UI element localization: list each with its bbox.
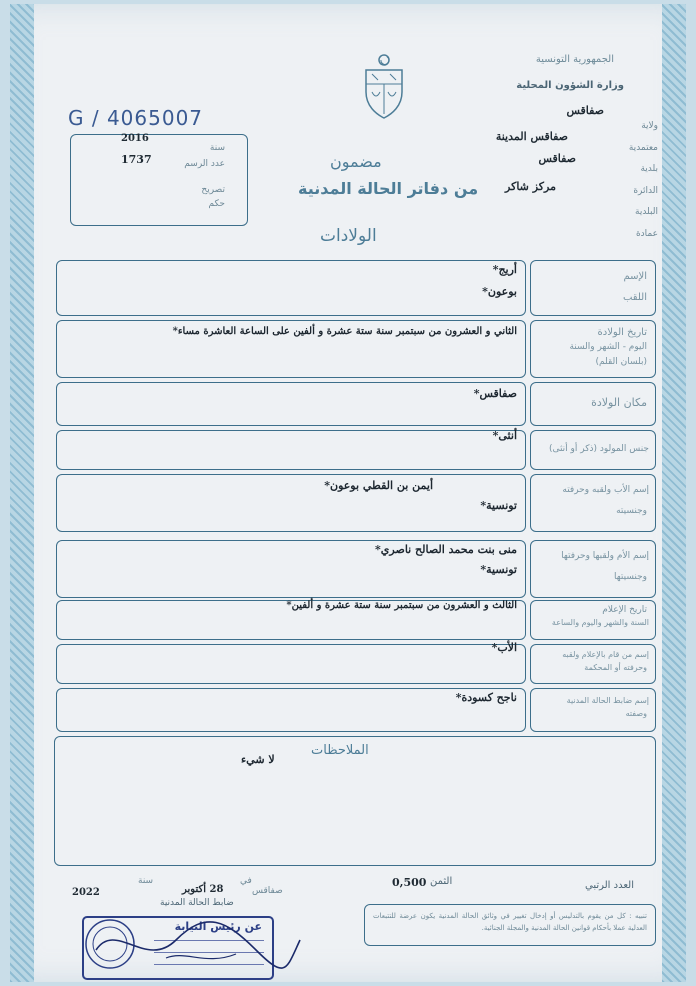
surname-label: اللقب bbox=[622, 292, 647, 303]
births-title: الولادات bbox=[320, 226, 377, 246]
father-name-value: أيمن بن القطي بوعون* bbox=[324, 479, 433, 492]
signature-scribble-icon bbox=[76, 910, 306, 980]
footer-year-label: سنة bbox=[138, 876, 154, 886]
legal-notice-box bbox=[364, 904, 656, 946]
footer-date-label: في bbox=[240, 876, 252, 886]
mother-label-box bbox=[530, 540, 656, 598]
sex-value: أنثى* bbox=[492, 429, 517, 442]
municipality-value: صفاقس bbox=[538, 152, 576, 165]
birth-date-value: الثاني و العشرون من سبتمبر سنة ستة عشرة و ألفين على الساعة العاشرة مساء* bbox=[172, 326, 517, 337]
father-value-box bbox=[56, 474, 526, 532]
remarks-title: الملاحظات bbox=[311, 743, 369, 758]
republic-label: الجمهورية التونسية bbox=[535, 54, 614, 65]
delegation-label: معتمدية bbox=[628, 142, 658, 153]
birth-place-label: مكان الولادة bbox=[591, 396, 647, 409]
extract-title: مضمون bbox=[330, 152, 382, 171]
officer-value-box bbox=[56, 688, 526, 732]
ministry-label: وزارة الشؤون المحلية bbox=[516, 80, 624, 91]
footer-year-value: 2022 bbox=[72, 887, 100, 898]
sex-value-box bbox=[56, 430, 526, 470]
header-field-labels bbox=[618, 116, 658, 245]
district-label: الدائرة البلدية bbox=[633, 185, 658, 217]
birth-date-sublabel: اليوم - الشهر والسنة bbox=[569, 342, 647, 352]
declaration-date-label-box bbox=[530, 600, 656, 640]
wilaya-label: ولاية bbox=[641, 121, 658, 131]
document-sheet bbox=[10, 4, 686, 982]
declarant-value-box bbox=[56, 641, 526, 684]
legal-notice-text: تنبيه : كل من يقوم بالتدليس أو إدخال تغيير في وثائق الحالة المدنية يكون عرضة للتتبعات العدلية عملا بأحكام قوانين الحالة المدنية والمجلة الجنائية. bbox=[373, 912, 647, 932]
birth-date-note: (بلسان القلم) bbox=[595, 357, 647, 367]
father-nationality-label: وجنسيته bbox=[616, 506, 647, 516]
first-name-value: أريج* bbox=[492, 263, 517, 276]
act-number-value: 1737 bbox=[121, 153, 152, 166]
ordinal-number-label: العدد الرتبي bbox=[584, 880, 634, 891]
officer-value: ناجح كسودة* bbox=[455, 691, 517, 704]
declaration-date-value: الثالث و العشرون من سبتمبر سنة ستة عشرة و ألفين* bbox=[286, 600, 517, 611]
father-nationality-value: تونسية* bbox=[480, 499, 517, 512]
surname-value: بوعون* bbox=[482, 285, 517, 298]
declaration-date-label: تاريخ الإعلام bbox=[602, 605, 647, 615]
officer-label-box bbox=[530, 688, 656, 732]
mother-value-box bbox=[56, 540, 526, 598]
footer-officer-label: ضابط الحالة المدنية bbox=[160, 898, 234, 908]
declarant-label: إسم من قام بالإعلام ولقبه bbox=[562, 650, 649, 659]
footer-place: صفاقس bbox=[252, 886, 283, 896]
act-number-label: عدد الرسم bbox=[184, 159, 225, 169]
first-name-label: الإسم bbox=[623, 271, 647, 282]
declarant-value: الأب* bbox=[491, 641, 517, 654]
imada-label: عمادة bbox=[635, 228, 658, 239]
price-label: الثمن bbox=[430, 876, 453, 887]
declaration-date-sublabel: السنة والشهر واليوم والساعة bbox=[551, 618, 649, 627]
birth-place-value: صفاقس* bbox=[473, 387, 517, 400]
act-year-value: 2016 bbox=[121, 133, 149, 144]
mother-nationality-label: وجنسيتها bbox=[614, 572, 647, 582]
declaration-date-value-box bbox=[56, 600, 526, 640]
name-label-box bbox=[530, 260, 656, 316]
municipality-label: بلدية bbox=[640, 164, 658, 174]
right-decorative-border bbox=[662, 4, 686, 982]
declaration-label: تصريح bbox=[201, 185, 225, 195]
price-value: 0,500 bbox=[392, 876, 427, 889]
birth-date-value-box bbox=[56, 320, 526, 378]
mother-label: إسم الأم ولقبها وحرفتها bbox=[561, 551, 649, 561]
sex-label: جنس المولود (ذكر أو أنثى) bbox=[548, 444, 649, 454]
birth-place-value-box bbox=[56, 382, 526, 426]
act-year-label: سنة bbox=[209, 143, 225, 153]
act-reference-box bbox=[70, 134, 248, 226]
district-value: مركز شاكر bbox=[505, 180, 556, 193]
birth-date-label: تاريخ الولادة bbox=[597, 327, 647, 338]
officer-sublabel: وصفته bbox=[625, 709, 647, 718]
sex-label-box bbox=[530, 430, 656, 470]
declarant-label-box bbox=[530, 644, 656, 684]
declarant-sublabel: وحرفته أو المحكمة bbox=[584, 663, 647, 672]
mother-nationality-value: تونسية* bbox=[480, 563, 517, 576]
delegation-value: صفاقس المدينة bbox=[495, 130, 568, 143]
father-label-box bbox=[530, 474, 656, 532]
remarks-box bbox=[54, 736, 656, 866]
name-value-box bbox=[56, 260, 526, 316]
wilaya-value: صفاقس bbox=[566, 104, 604, 117]
tunisia-coat-of-arms-icon bbox=[360, 52, 408, 124]
birth-place-label-box bbox=[530, 382, 656, 426]
remarks-value: لا شيء bbox=[241, 753, 275, 766]
left-decorative-border bbox=[10, 4, 34, 982]
serial-number: G / 4065007 bbox=[68, 106, 204, 130]
footer-date-value: 28 أكتوبر bbox=[182, 884, 224, 895]
officer-label: إسم ضابط الحالة المدنية bbox=[566, 696, 649, 705]
judgment-label: حكم bbox=[208, 199, 225, 209]
mother-name-value: منى بنت محمد الصالح ناصري* bbox=[375, 543, 517, 556]
stamp-text: عن رئيس النيابة bbox=[174, 920, 262, 933]
birth-date-label-box bbox=[530, 320, 656, 378]
registers-title: من دفاتر الحالة المدنية bbox=[298, 179, 479, 198]
father-label: إسم الأب ولقبه وحرفته bbox=[562, 485, 649, 495]
